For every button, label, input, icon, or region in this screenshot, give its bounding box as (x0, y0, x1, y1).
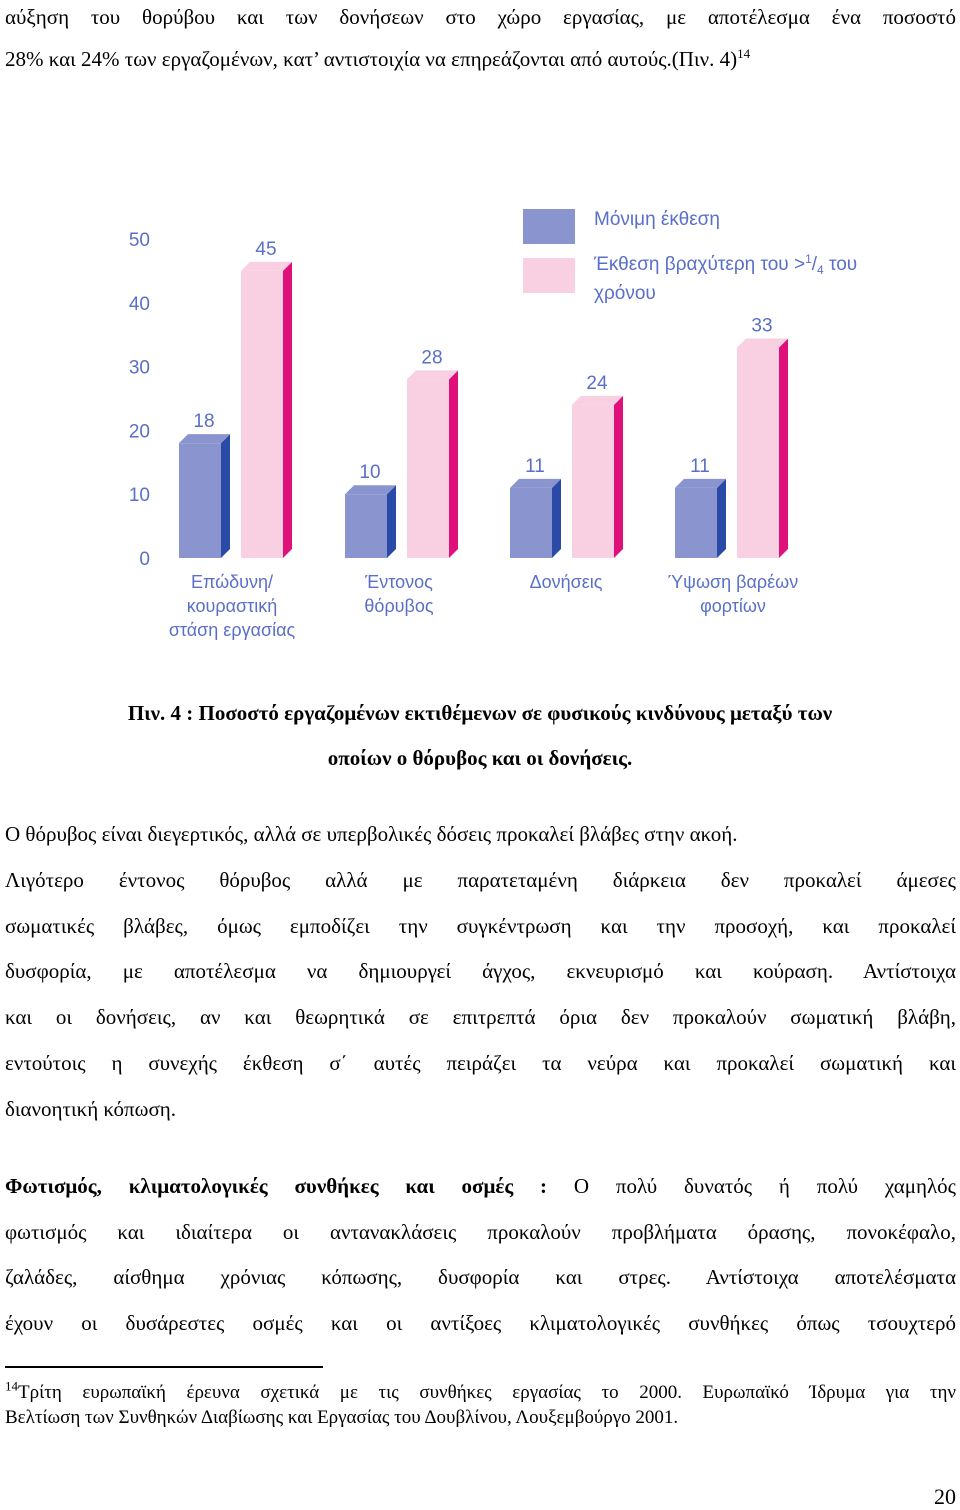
paragraph-1-line: σωματικές βλάβες, όμως εμποδίζει την συγκέντρωση και την προσοχή, και προκαλεί (5, 914, 956, 938)
bar-front (737, 347, 779, 558)
paragraph-1-line: και οι δονήσεις, αν και θεωρητικά σε επιτρεπτά όρια δεν προκαλούν σωματική βλάβη, (5, 1005, 956, 1029)
bar-front (407, 379, 449, 558)
data-label: 18 (193, 411, 215, 433)
bar-top (675, 479, 726, 488)
bar-chart (100, 195, 920, 655)
paragraph-2-line (5, 1173, 956, 1199)
bar-front (179, 443, 221, 558)
footnote-marker: 14 (5, 1378, 18, 1394)
footnote-separator (5, 1366, 323, 1368)
data-label: 45 (255, 238, 277, 260)
category-label: Ύψωση βαρέων (667, 572, 799, 592)
bar (737, 338, 788, 558)
footnote-line-2: Βελτίωση των Συνθηκών Διαβίωσης και Εργασίας του Δουβλίνου, Λουξεμβούργο 2001. (5, 1407, 679, 1428)
footnote-ref: 14 (737, 46, 751, 61)
category-label: Δονήσεις (529, 572, 603, 592)
bar-side (717, 479, 726, 558)
paragraph-1-line: διανοητική κόπωση. (5, 1097, 177, 1121)
paragraph-2-line: έχουν οι δυσάρεστες οσμές και οι αντίξοες κλιματολογικές συνθήκες όπως τσουχτερό (5, 1311, 956, 1335)
data-label: 11 (690, 455, 710, 477)
bar-front (675, 488, 717, 558)
bar-front (345, 494, 387, 558)
bar (572, 396, 623, 558)
bar-side (552, 479, 561, 558)
bar-top (179, 434, 230, 443)
bar-front (572, 405, 614, 558)
intro-line-2 (5, 46, 956, 72)
bar-side (221, 434, 230, 558)
bar-top (407, 370, 458, 379)
bar (510, 479, 561, 558)
data-label: 24 (586, 372, 608, 394)
y-tick-label: 50 (128, 230, 150, 251)
bar-side (779, 338, 788, 558)
intro-line-1: αύξηση του θορύβου και των δονήσεων στο χώρο εργασίας, με αποτέλεσμα ένα ποσοστό (5, 5, 956, 29)
bar-top (510, 479, 561, 488)
y-tick-label: 0 (139, 549, 150, 570)
bar-top (345, 485, 396, 494)
paragraph-1-line: Λιγότερο έντονος θόρυβος αλλά με παρατεταμένη διάρκεια δεν προκαλεί άμεσες (5, 868, 956, 892)
intro-line-2-text: 28% και 24% των εργαζομένων, κατ’ αντιστοιχία να επηρεάζονται από αυτούς.(Πιν. 4) (5, 47, 738, 71)
footnote-line-1 (5, 1378, 956, 1405)
legend-label: Μόνιμη έκθεση (594, 209, 720, 230)
bar-side (283, 262, 292, 558)
category-label: κουραστική (186, 596, 278, 616)
bar (241, 262, 292, 558)
paragraph-1-line: Ο θόρυβος είναι διεγερτικός, αλλά σε υπερβολικές δόσεις προκαλεί βλάβες στην ακοή. (5, 822, 738, 846)
table-caption-line-1: Πιν. 4 : Ποσοστό εργαζομένων εκτιθέμενων σε φυσικούς κινδύνους μεταξύ των (127, 701, 833, 725)
bar (345, 485, 396, 558)
bar-front (510, 488, 552, 558)
legend-swatch (523, 258, 575, 293)
category-label: Έντονος (365, 572, 433, 592)
legend-label: χρόνου (594, 283, 656, 304)
bar-side (387, 485, 396, 558)
bar (179, 434, 230, 558)
category-label: θόρυβος (364, 596, 434, 616)
legend-label: Έκθεση βραχύτερη $\tau o\upsilon >^1/_4$ του (594, 252, 858, 277)
category-label: Επώδυνη/ (190, 572, 274, 592)
section-heading: Φωτισμός, κλιματολογικές συνθήκες και οσμές : (5, 1174, 548, 1198)
legend-swatch (523, 209, 575, 244)
y-tick-label: 10 (128, 485, 150, 507)
footnote-text-1: Τρίτη ευρωπαϊκή έρευνα σχετικά με τις συνθήκες εργασίας το 2000. Ευρωπαϊκό Ίδρυμα για την (18, 1382, 956, 1403)
bar-top (737, 338, 788, 347)
y-tick-label: 20 (128, 421, 150, 443)
data-label: 11 (525, 455, 545, 477)
bar (675, 479, 726, 558)
bar-top (241, 262, 292, 271)
data-label: 28 (421, 347, 443, 369)
y-tick-label: 30 (128, 357, 150, 379)
category-label: φορτίων (700, 596, 766, 616)
bar-side (449, 370, 458, 558)
bar-top (572, 396, 623, 405)
paragraph-1-line: εντούτοις η συνεχής έκθεση σ΄ αυτές πειράζει τα νεύρα και προκαλεί σωματική και (5, 1051, 956, 1075)
paragraph-2-line-1-rest: Ο πολύ δυνατός ή πολύ χαμηλός (547, 1174, 956, 1198)
paragraph-1-line: δυσφορία, με αποτέλεσμα να δημιουργεί άγχος, εκνευρισμό και κούραση. Αντίστοιχα (5, 959, 956, 983)
paragraph-2-line: φωτισμός και ιδιαίτερα οι αντανακλάσεις προκαλούν προβλήματα όρασης, πονοκέφαλο, (5, 1220, 956, 1244)
data-label: 10 (359, 462, 381, 484)
category-label: στάση εργασίας (168, 620, 296, 640)
page-number: 20 (934, 1484, 956, 1509)
bar-side (614, 396, 623, 558)
data-label: 33 (751, 315, 773, 337)
bar (407, 370, 458, 558)
paragraph-2-line: ζαλάδες, αίσθημα χρόνιας κόπωσης, δυσφορία και στρες. Αντίστοιχα αποτελέσματα (5, 1265, 956, 1289)
y-tick-label: 40 (128, 293, 150, 315)
table-caption-line-2: οποίων ο θόρυβος και οι δονήσεις. (327, 746, 633, 770)
bar-front (241, 271, 283, 558)
